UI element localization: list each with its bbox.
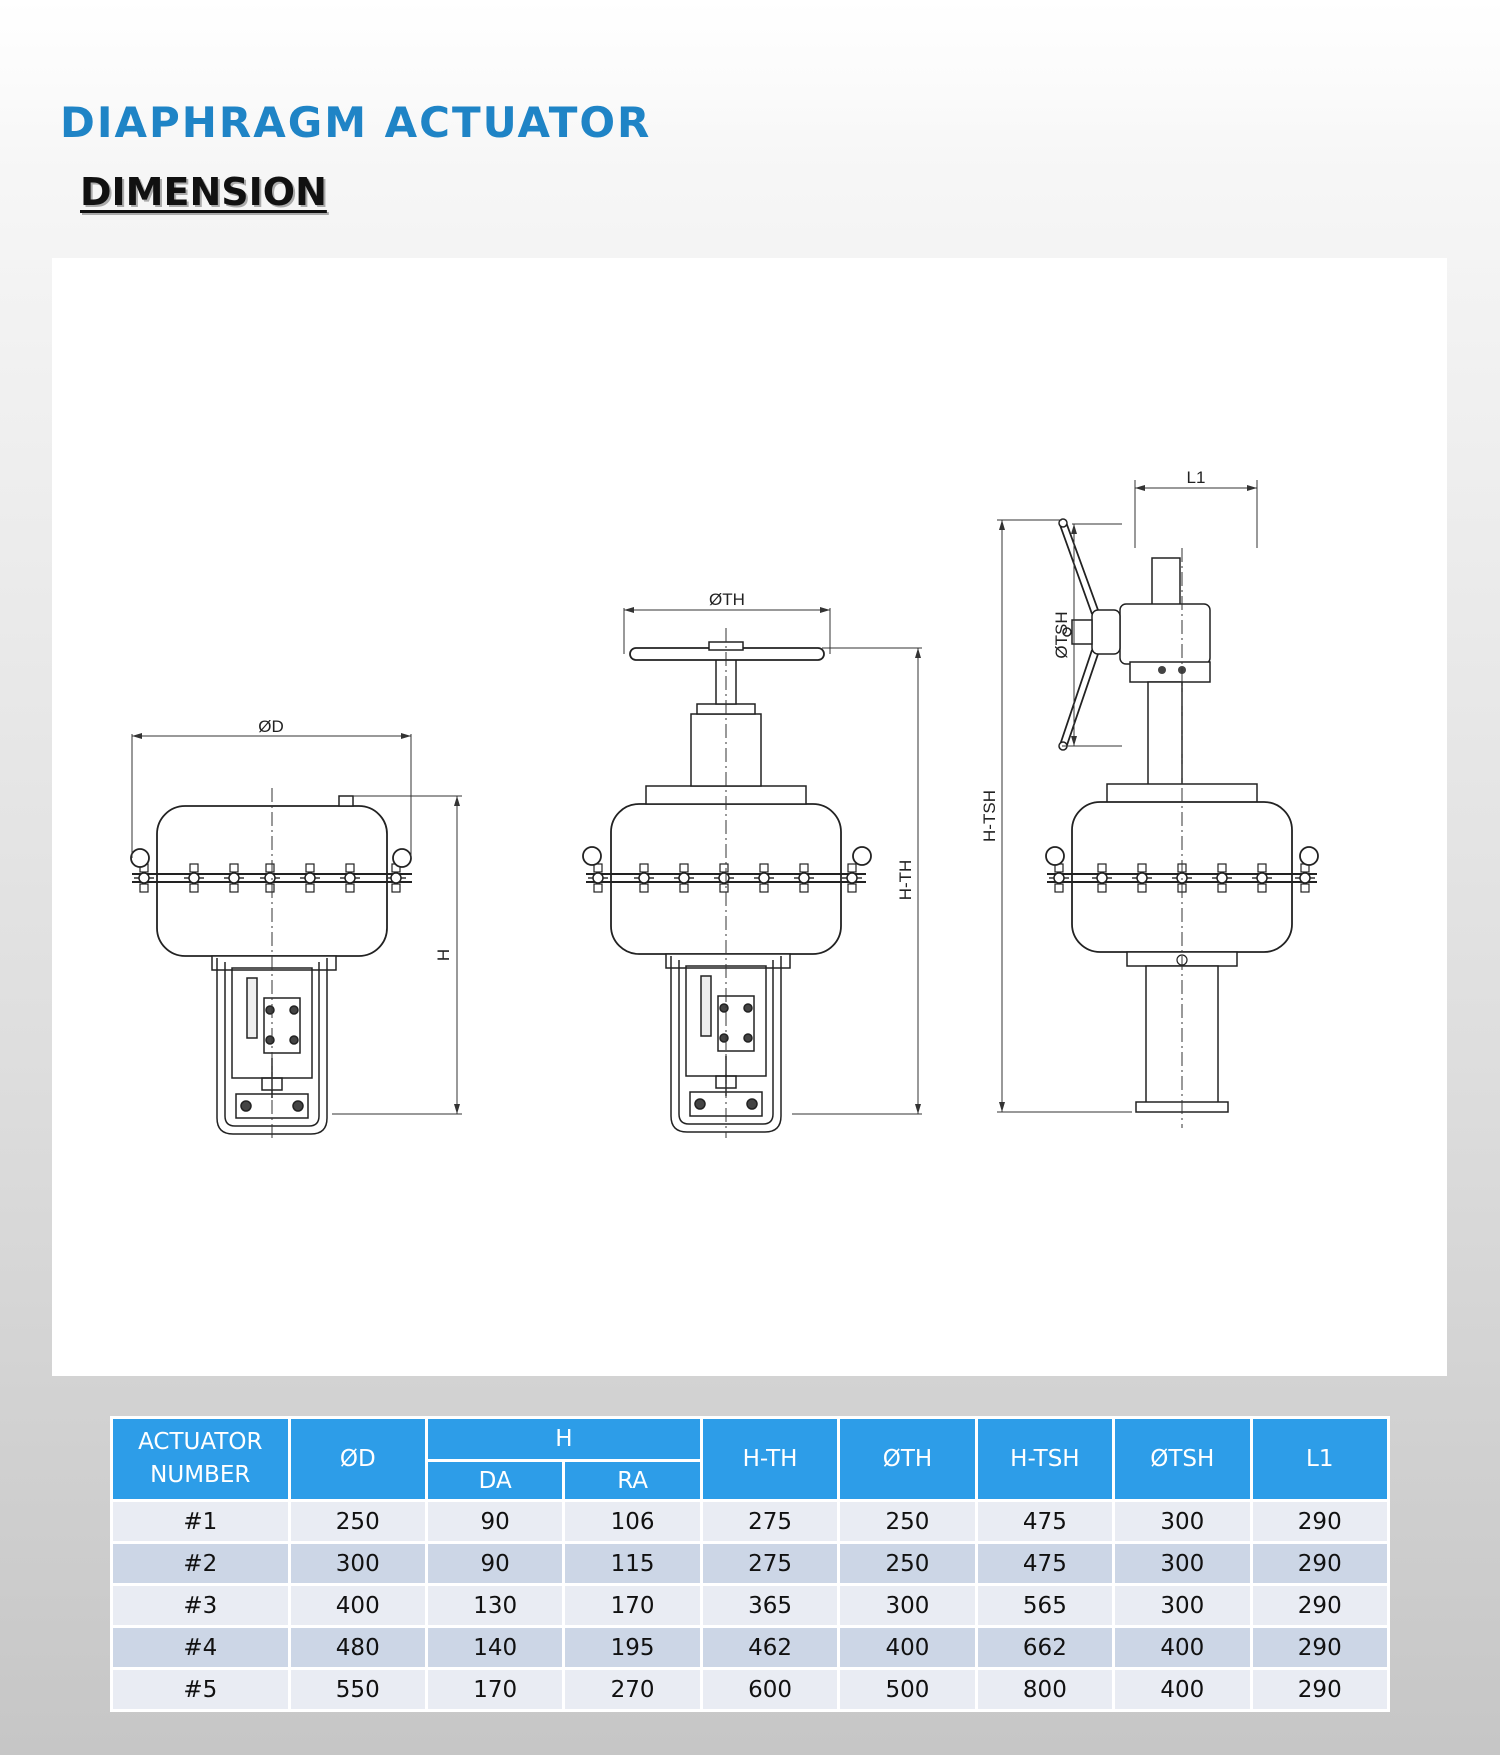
cell-oth: 250 — [839, 1501, 976, 1543]
col-header-actuator-number: ACTUATOR NUMBER — [112, 1418, 290, 1501]
dimension-drawing-panel — [52, 258, 1447, 1376]
table-row — [112, 1669, 1389, 1711]
cell-actuator-number: #3 — [112, 1585, 290, 1627]
od-dimension-label: ØD — [258, 717, 284, 736]
htsh-dimension-label: H-TSH — [980, 790, 999, 842]
cell-htsh: 475 — [976, 1543, 1113, 1585]
cell-l1: 290 — [1251, 1585, 1388, 1627]
cell-oth: 300 — [839, 1585, 976, 1627]
col-header-l1: L1 — [1251, 1418, 1388, 1501]
cell-h-da: 90 — [426, 1543, 563, 1585]
col-header-htsh: H-TSH — [976, 1418, 1113, 1501]
cell-hth: 365 — [701, 1585, 838, 1627]
cell-od: 400 — [289, 1585, 426, 1627]
col-header-otsh: ØTSH — [1114, 1418, 1251, 1501]
cell-otsh: 400 — [1114, 1669, 1251, 1711]
cell-htsh: 662 — [976, 1627, 1113, 1669]
col-header-h: H — [426, 1418, 701, 1461]
cell-l1: 290 — [1251, 1627, 1388, 1669]
cell-htsh: 800 — [976, 1669, 1113, 1711]
col-header-h-da: DA — [426, 1461, 563, 1501]
cell-l1: 290 — [1251, 1543, 1388, 1585]
cell-od: 550 — [289, 1669, 426, 1711]
cell-h-da: 130 — [426, 1585, 563, 1627]
section-heading: DIMENSION — [80, 170, 327, 214]
cell-h-da: 140 — [426, 1627, 563, 1669]
cell-h-ra: 170 — [564, 1585, 701, 1627]
cell-oth: 500 — [839, 1669, 976, 1711]
lifting-eye-icon — [131, 849, 149, 867]
cell-h-ra: 270 — [564, 1669, 701, 1711]
hth-dimension-label: H-TH — [896, 859, 915, 901]
page-title: DIAPHRAGM ACTUATOR — [60, 98, 652, 147]
col-header-oth: ØTH — [839, 1418, 976, 1501]
lifting-eye-icon — [1046, 847, 1064, 865]
cell-actuator-number: #1 — [112, 1501, 290, 1543]
cell-h-ra: 115 — [564, 1543, 701, 1585]
cell-h-ra: 195 — [564, 1627, 701, 1669]
cell-oth: 250 — [839, 1543, 976, 1585]
actuator-top-handwheel-drawing — [583, 590, 922, 1138]
cell-otsh: 400 — [1114, 1627, 1251, 1669]
cell-od: 480 — [289, 1627, 426, 1669]
table-header-row — [112, 1418, 1389, 1461]
col-header-h-ra: RA — [564, 1461, 701, 1501]
table-row — [112, 1585, 1389, 1627]
cell-h-da: 170 — [426, 1669, 563, 1711]
cell-l1: 290 — [1251, 1669, 1388, 1711]
table-row — [112, 1627, 1389, 1669]
cell-otsh: 300 — [1114, 1543, 1251, 1585]
cell-actuator-number: #5 — [112, 1669, 290, 1711]
lifting-eye-icon — [583, 847, 601, 865]
cell-otsh: 300 — [1114, 1501, 1251, 1543]
table-row — [112, 1501, 1389, 1543]
cell-htsh: 565 — [976, 1585, 1113, 1627]
cell-actuator-number: #4 — [112, 1627, 290, 1669]
cell-h-ra: 106 — [564, 1501, 701, 1543]
table-row — [112, 1543, 1389, 1585]
cell-hth: 462 — [701, 1627, 838, 1669]
cell-od: 250 — [289, 1501, 426, 1543]
cell-hth: 600 — [701, 1669, 838, 1711]
dimension-table — [110, 1416, 1390, 1712]
actuator-side-handwheel-drawing — [980, 468, 1318, 1128]
lifting-eye-icon — [1300, 847, 1318, 865]
lifting-eye-icon — [393, 849, 411, 867]
cell-otsh: 300 — [1114, 1585, 1251, 1627]
lifting-eye-icon — [853, 847, 871, 865]
col-header-hth: H-TH — [701, 1418, 838, 1501]
cell-l1: 290 — [1251, 1501, 1388, 1543]
oth-dimension-label: ØTH — [709, 590, 745, 609]
cell-hth: 275 — [701, 1543, 838, 1585]
cell-hth: 275 — [701, 1501, 838, 1543]
cell-h-da: 90 — [426, 1501, 563, 1543]
h-dimension-label: H — [434, 948, 453, 962]
cell-actuator-number: #2 — [112, 1543, 290, 1585]
actuator-drawings — [52, 258, 1447, 1376]
otsh-dimension-label: ØTSH — [1052, 611, 1071, 659]
cell-oth: 400 — [839, 1627, 976, 1669]
cell-od: 300 — [289, 1543, 426, 1585]
dimension-table-body — [112, 1501, 1389, 1711]
actuator-basic-drawing — [131, 717, 462, 1138]
l1-dimension-label: L1 — [1186, 468, 1206, 487]
cell-htsh: 475 — [976, 1501, 1113, 1543]
col-header-od: ØD — [289, 1418, 426, 1501]
